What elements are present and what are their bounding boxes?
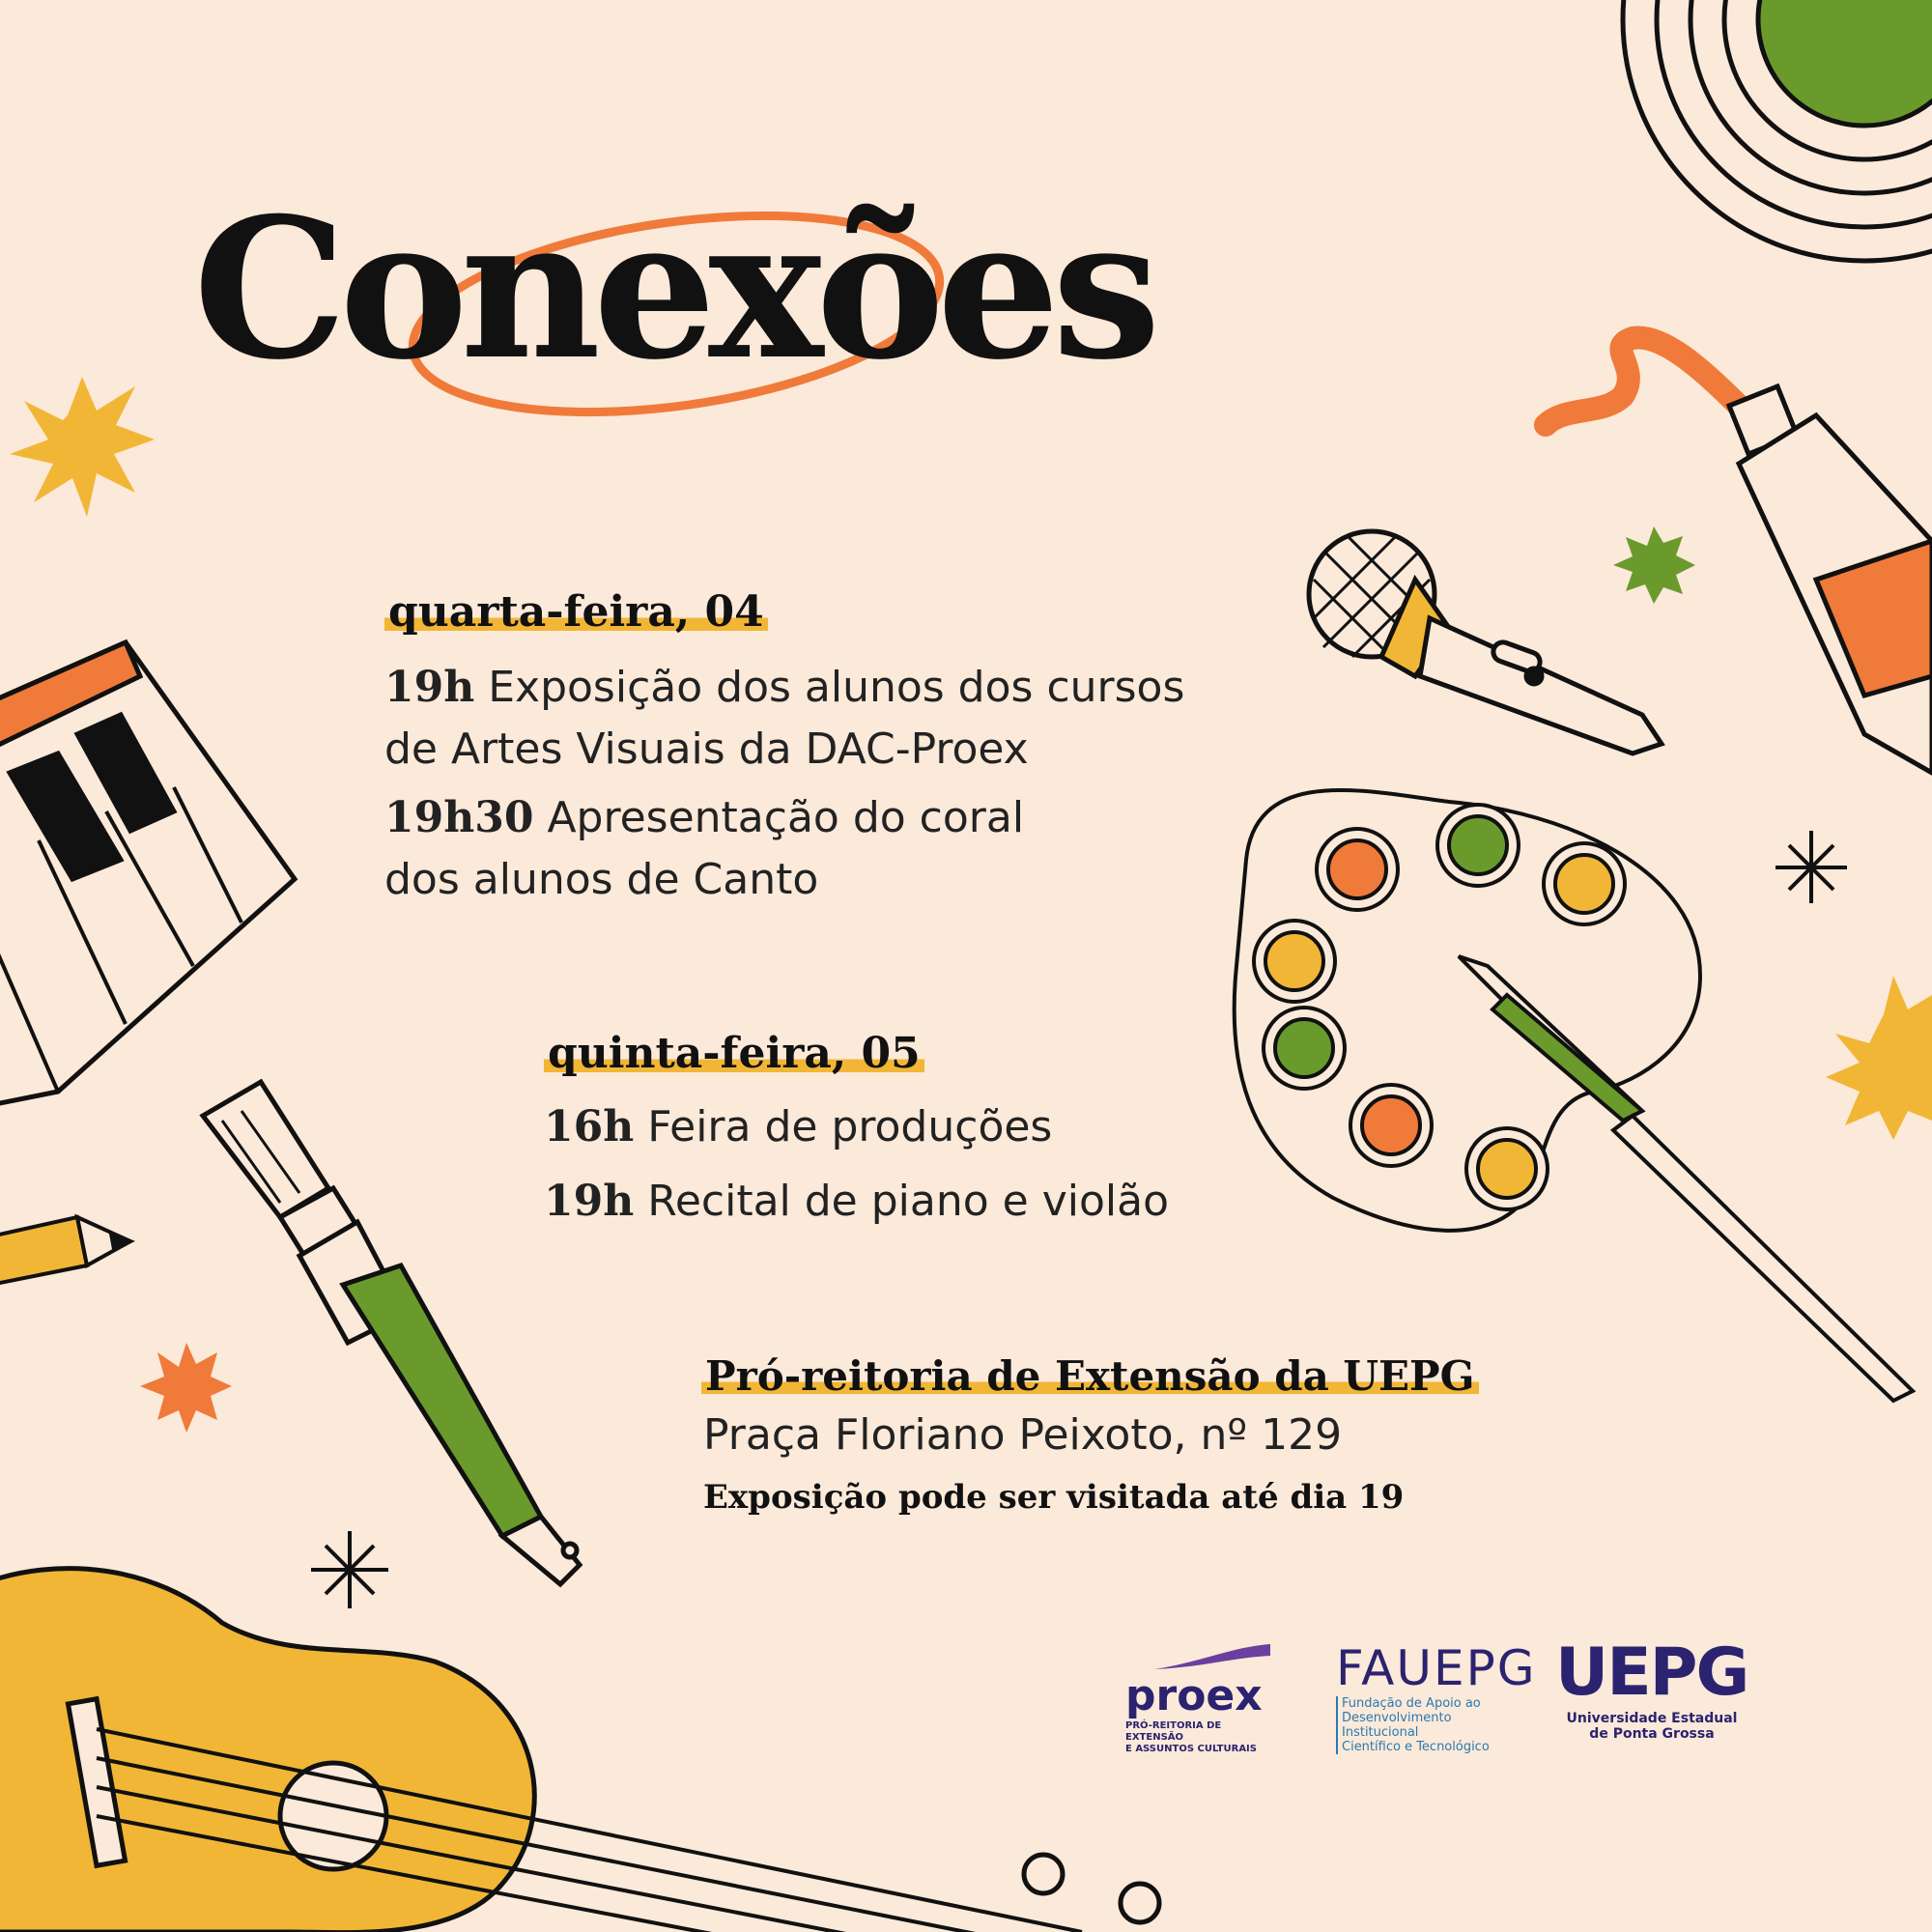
proex-subtitle	[1125, 1720, 1280, 1755]
uepg-subtitle	[1555, 1711, 1748, 1742]
exhibition-note: Exposição pode ser visitada até dia 19	[703, 1478, 1405, 1517]
proex-subtitle-line1: PRÓ-REITORIA DE EXTENSÃO	[1125, 1720, 1222, 1743]
event-description: Recital de piano e violão	[647, 1177, 1169, 1226]
venue-address: Praça Floriano Peixoto, nº 129	[703, 1410, 1343, 1460]
event-description-cont: dos alunos de Canto	[384, 855, 819, 904]
ukulele-icon	[0, 1569, 1159, 1932]
proex-logo	[1125, 1642, 1280, 1755]
schedule-event	[384, 657, 1184, 781]
paintbrush-icon	[203, 1082, 580, 1584]
day-heading: quinta-feira, 05	[544, 1029, 924, 1078]
proex-wordmark: proex	[1125, 1671, 1263, 1720]
schedule-event	[544, 1096, 1052, 1158]
uepg-subtitle-line2: de Ponta Grossa	[1589, 1726, 1715, 1742]
proex-subtitle-line2: E ASSUNTOS CULTURAIS	[1125, 1744, 1257, 1754]
fauepg-subtitle-line2: Desenvolvimento Institucional	[1342, 1711, 1452, 1740]
event-description-cont: de Artes Visuais da DAC-Proex	[384, 724, 1029, 774]
venue-name: Pró-reitoria de Extensão da UEPG	[701, 1352, 1479, 1400]
piano-keys-icon	[0, 642, 295, 1111]
pencil-icon	[0, 1217, 130, 1285]
schedule-event	[384, 787, 1024, 911]
event-description: Exposição dos alunos dos cursos	[488, 663, 1185, 712]
fauepg-logo	[1336, 1640, 1537, 1754]
fauepg-wordmark: FAUEPG	[1336, 1640, 1537, 1696]
fauepg-subtitle-line1: Fundação de Apoio ao	[1342, 1696, 1481, 1711]
event-description: Apresentação do coral	[547, 793, 1025, 842]
fauepg-subtitle	[1336, 1696, 1520, 1754]
poster-title: Conexões	[193, 176, 1153, 403]
event-time: 19h30	[384, 793, 534, 842]
vinyl-record-icon	[1623, 0, 1932, 261]
starburst-icon	[140, 1343, 232, 1433]
microphone-icon	[1309, 531, 1662, 753]
uepg-logo	[1555, 1634, 1748, 1742]
schedule-event	[544, 1171, 1169, 1233]
uepg-subtitle-line1: Universidade Estadual	[1566, 1711, 1738, 1726]
day-heading: quarta-feira, 04	[384, 587, 768, 637]
uepg-wordmark: UEPG	[1555, 1634, 1748, 1711]
event-description: Feira de produções	[647, 1102, 1053, 1151]
proex-swoosh-icon	[1145, 1642, 1280, 1671]
event-time: 16h	[544, 1102, 635, 1151]
event-time: 19h	[384, 663, 475, 712]
starburst-icon	[1613, 526, 1695, 604]
event-time: 19h	[544, 1177, 635, 1226]
fauepg-subtitle-line3: Científico e Tecnológico	[1342, 1740, 1490, 1754]
